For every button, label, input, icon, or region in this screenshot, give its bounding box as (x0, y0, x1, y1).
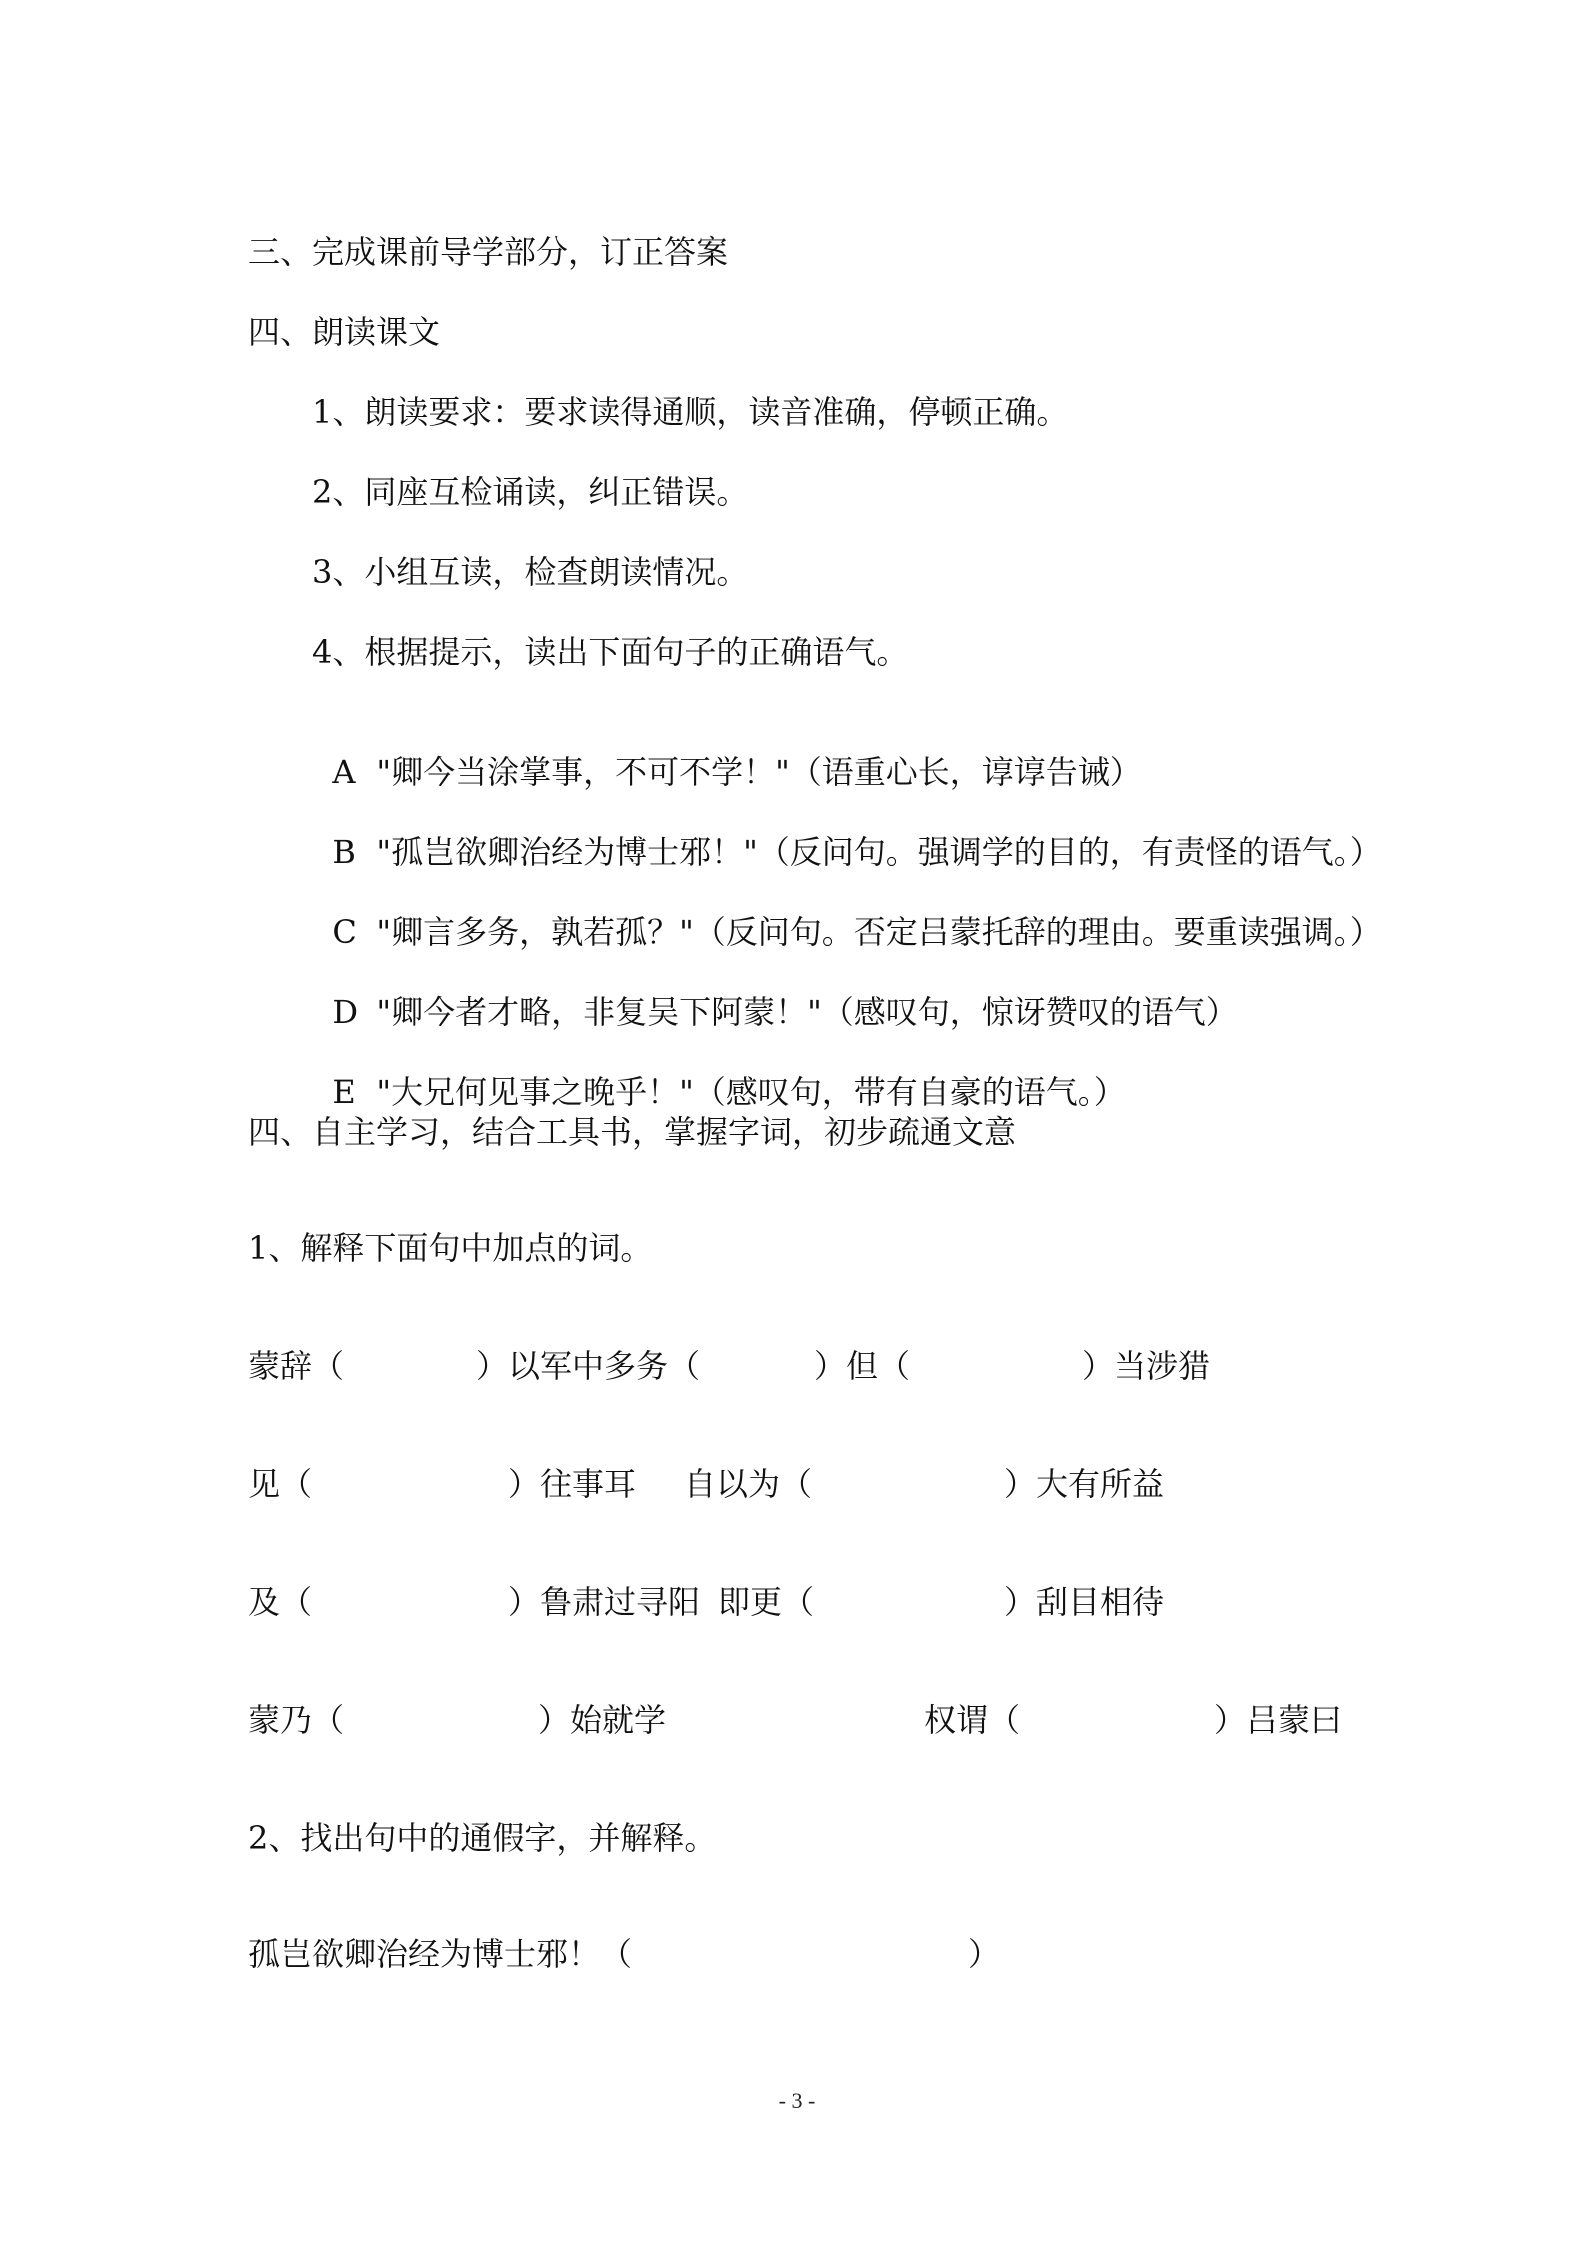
section-four-title: 四、朗读课文 (248, 313, 441, 351)
tone-option-a (312, 712, 1142, 792)
blank-segment: 蒙辞（ (248, 1347, 345, 1385)
section-four-self-study-title: 四、自主学习，结合工具书，掌握字词，初步疏通文意 (248, 1113, 1017, 1151)
blank-segment: 即更（ (718, 1583, 815, 1621)
blank-segment: ）往事耳 (508, 1465, 637, 1503)
section-three-title: 三、完成课前导学部分，订正答案 (248, 233, 729, 271)
blank-segment: ）刮目相待 (1004, 1583, 1165, 1621)
blank-segment: ）但（ (814, 1347, 911, 1385)
question-two-title: 2、找出句中的通假字，并解释。 (248, 1819, 717, 1857)
reading-item: 4、根据提示，读出下面句子的正确语气。 (312, 633, 909, 671)
option-text: "卿今者才略，非复吴下阿蒙！"（感叹句，惊讶赞叹的语气） (376, 993, 1238, 1031)
blank-segment: 孤岂欲卿治经为博士邪！（ (248, 1935, 633, 1973)
option-letter: E (332, 1073, 356, 1111)
question-one-title: 1、解释下面句中加点的词。 (248, 1229, 653, 1267)
fill-blank-row (248, 1934, 1348, 1974)
blank-segment: ）大有所益 (1004, 1465, 1165, 1503)
reading-item: 1、朗读要求：要求读得通顺，读音准确，停顿正确。 (312, 393, 1069, 431)
blank-segment: 及（ (248, 1583, 313, 1621)
reading-item: 3、小组互读，检查朗读情况。 (312, 553, 749, 591)
fill-blank-row (248, 1346, 1348, 1386)
option-letter: B (332, 833, 356, 871)
option-letter: D (332, 993, 358, 1031)
blank-segment: 见（ (248, 1465, 313, 1503)
blank-segment: ）吕蒙曰 (1214, 1701, 1343, 1739)
tone-option-e (312, 1032, 1126, 1112)
reading-item: 2、同座互检诵读，纠正错误。 (312, 473, 749, 511)
tone-option-b (312, 792, 1382, 872)
option-text: "卿言多务，孰若孤？"（反问句。否定吕蒙托辞的理由。要重读强调。） (376, 913, 1382, 951)
blank-segment: ）始就学 (538, 1701, 667, 1739)
tone-option-d (312, 952, 1238, 1032)
blank-segment: 权谓（ (924, 1701, 1021, 1739)
option-text: "孤岂欲卿治经为博士邪！"（反问句。强调学的目的，有责怪的语气。） (376, 833, 1382, 871)
blank-segment: 蒙乃（ (248, 1701, 345, 1739)
blank-segment: ） (968, 1935, 1001, 1973)
option-text: "卿今当涂掌事，不可不学！"（语重心长，谆谆告诫） (376, 753, 1142, 791)
option-text: "大兄何见事之晚乎！"（感叹句，带有自豪的语气。） (376, 1073, 1126, 1111)
blank-segment: ）当涉猎 (1082, 1347, 1211, 1385)
blank-segment: 自以为（ (684, 1465, 813, 1503)
fill-blank-row (248, 1582, 1348, 1622)
page-number: - 3 - (778, 2088, 816, 2113)
option-letter: C (332, 913, 357, 951)
blank-segment: ）以军中多务（ (476, 1347, 701, 1385)
fill-blank-row (248, 1700, 1348, 1740)
option-letter: A (332, 753, 356, 791)
tone-option-c (312, 872, 1382, 952)
fill-blank-row (248, 1464, 1348, 1504)
blank-segment: ）鲁肃过寻阳 (508, 1583, 701, 1621)
